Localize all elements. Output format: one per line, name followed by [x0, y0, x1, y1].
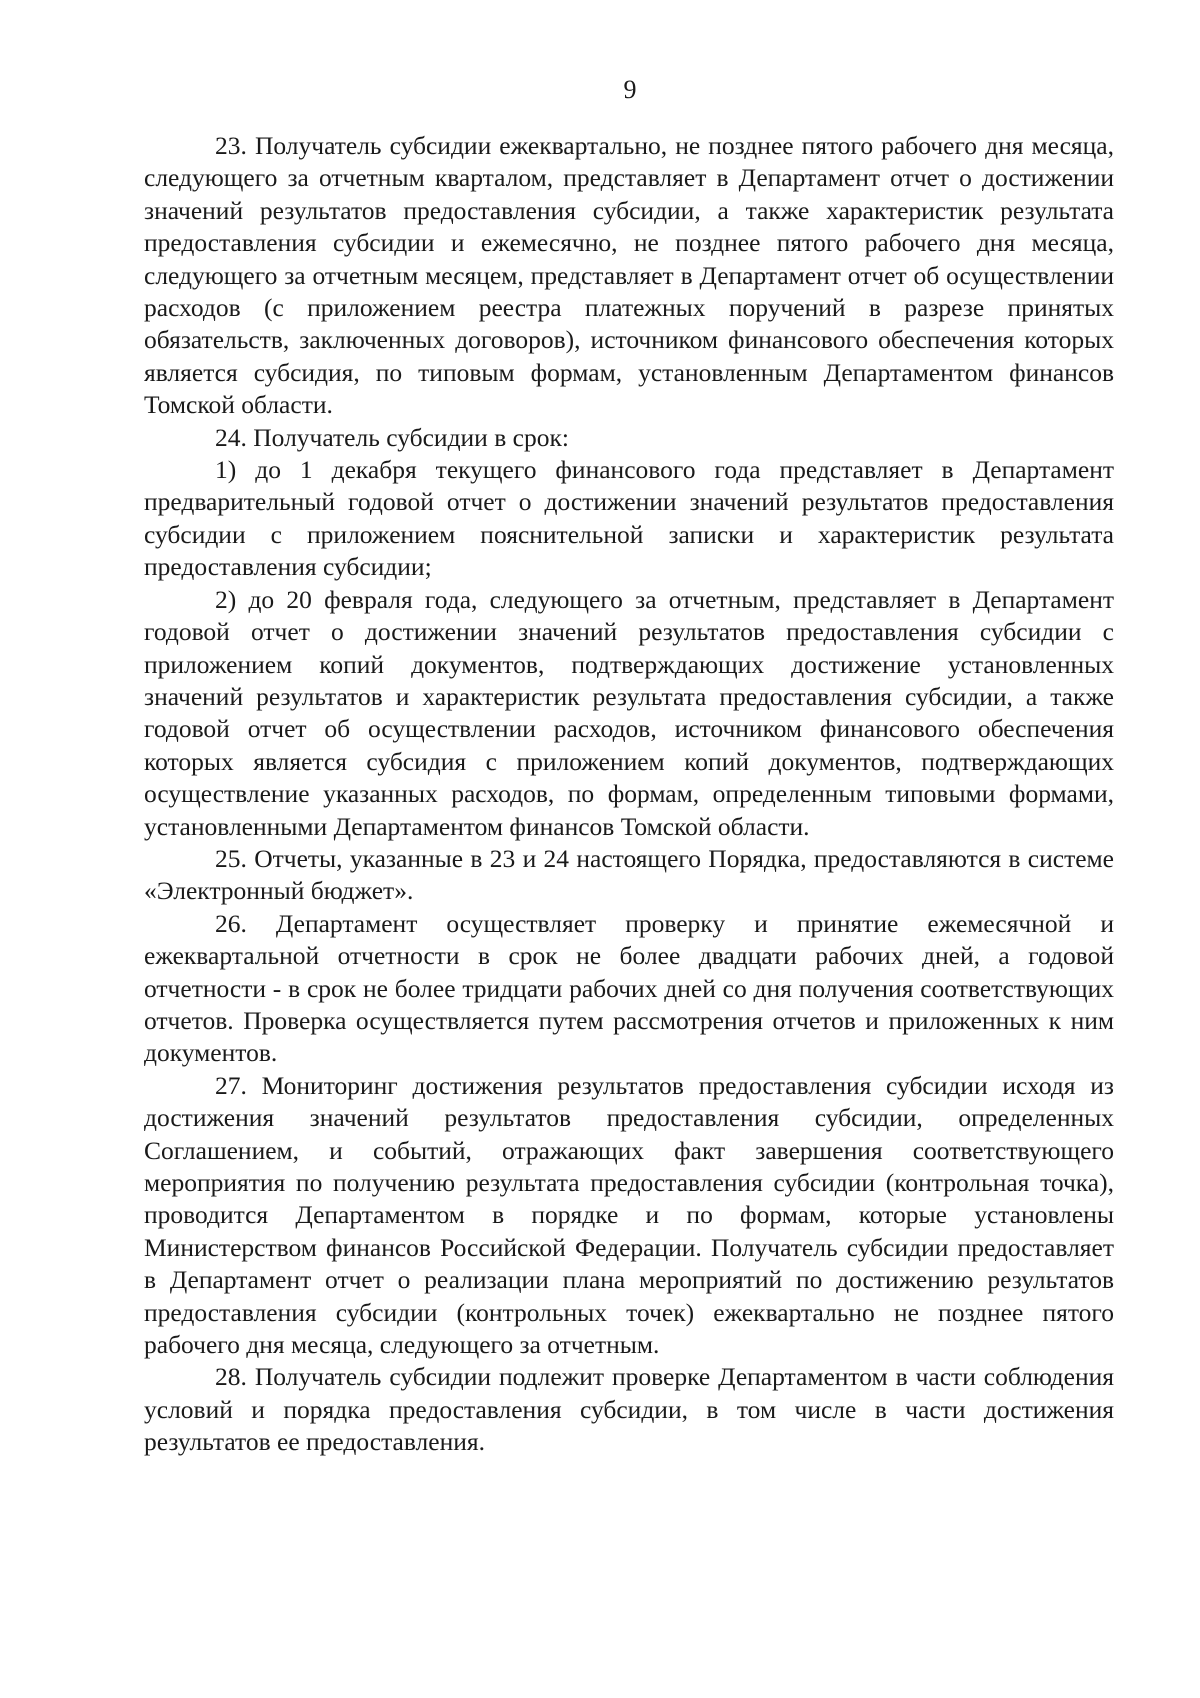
document-body	[144, 130, 1114, 1459]
paragraph-23: 23. Получатель субсидии ежеквартально, не позднее пятого рабочего дня месяца, следующего за отчетным кварталом, представляет в Департамент отчет о достижении значений результатов предоставления субсидии, а также характеристик результата предоставления субсидии и ежемесячно, не позднее пятого рабочего дня месяца, следующего за отчетным месяцем, представляет в Департамент отчет об осуществлении расходов (с приложением реестра платежных поручений в разрезе принятых обязательств, заключенных договоров), источником финансового обеспечения которых является субсидия, по типовым формам, установленным Департаментом финансов Томской области.	[144, 131, 1114, 420]
paragraph-27: 27. Мониторинг достижения результатов предоставления субсидии исходя из достижения значений результатов предоставления субсидии, определенных Соглашением, и событий, отражающих факт завершения соответствующего мероприятия по получению результата предоставления субсидии (контрольная точка), проводится Департаментом в порядке и по формам, которые установлены Министерством финансов Российской Федерации. Получатель субсидии предоставляет в Департамент отчет о реализации плана мероприятий по достижению результатов предоставления субсидии (контрольных точек) ежеквартально не позднее пятого рабочего дня месяца, следующего за отчетным.	[144, 1070, 1114, 1360]
paragraph-24: 24. Получатель субсидии в срок:	[215, 422, 569, 452]
paragraph-28: 28. Получатель субсидии подлежит проверке Департаментом в части соблюдения условий и порядка предоставления субсидии, в том числе в части достижения результатов ее предоставления.	[144, 1362, 1114, 1457]
page-number: 9	[623, 75, 637, 104]
paragraph-24-item-2: 2) до 20 февраля года, следующего за отчетным, представляет в Департамент годовой отчет о достижении значений результатов предоставления субсидии с приложением копий документов, подтверждающих достижение установленных значений результатов и характеристик результата предоставления субсидии, а также годовой отчет об осуществлении расходов, источником финансового обеспечения которых является субсидия с приложением копий документов, подтверждающих осуществление указанных расходов, по формам, определенным типовыми формами, установленными Департаментом финансов Томской области.	[144, 584, 1114, 841]
paragraph-24-item-1: 1) до 1 декабря текущего финансового года представляет в Департамент предварительный годовой отчет о достижении значений результатов предоставления субсидии с приложением пояснительной записки и характеристик результата предоставления субсидии;	[144, 455, 1114, 582]
paragraph-25: 25. Отчеты, указанные в 23 и 24 настоящего Порядка, предоставляются в системе «Электронный бюджет».	[144, 843, 1114, 906]
paragraph-26: 26. Департамент осуществляет проверку и принятие ежемесячной и ежеквартальной отчетности в срок не более двадцати рабочих дней, а годовой отчетности - в срок не более тридцати рабочих дней со дня получения соответствующих отчетов. Проверка осуществляется путем рассмотрения отчетов и приложенных к ним документов.	[144, 908, 1114, 1068]
